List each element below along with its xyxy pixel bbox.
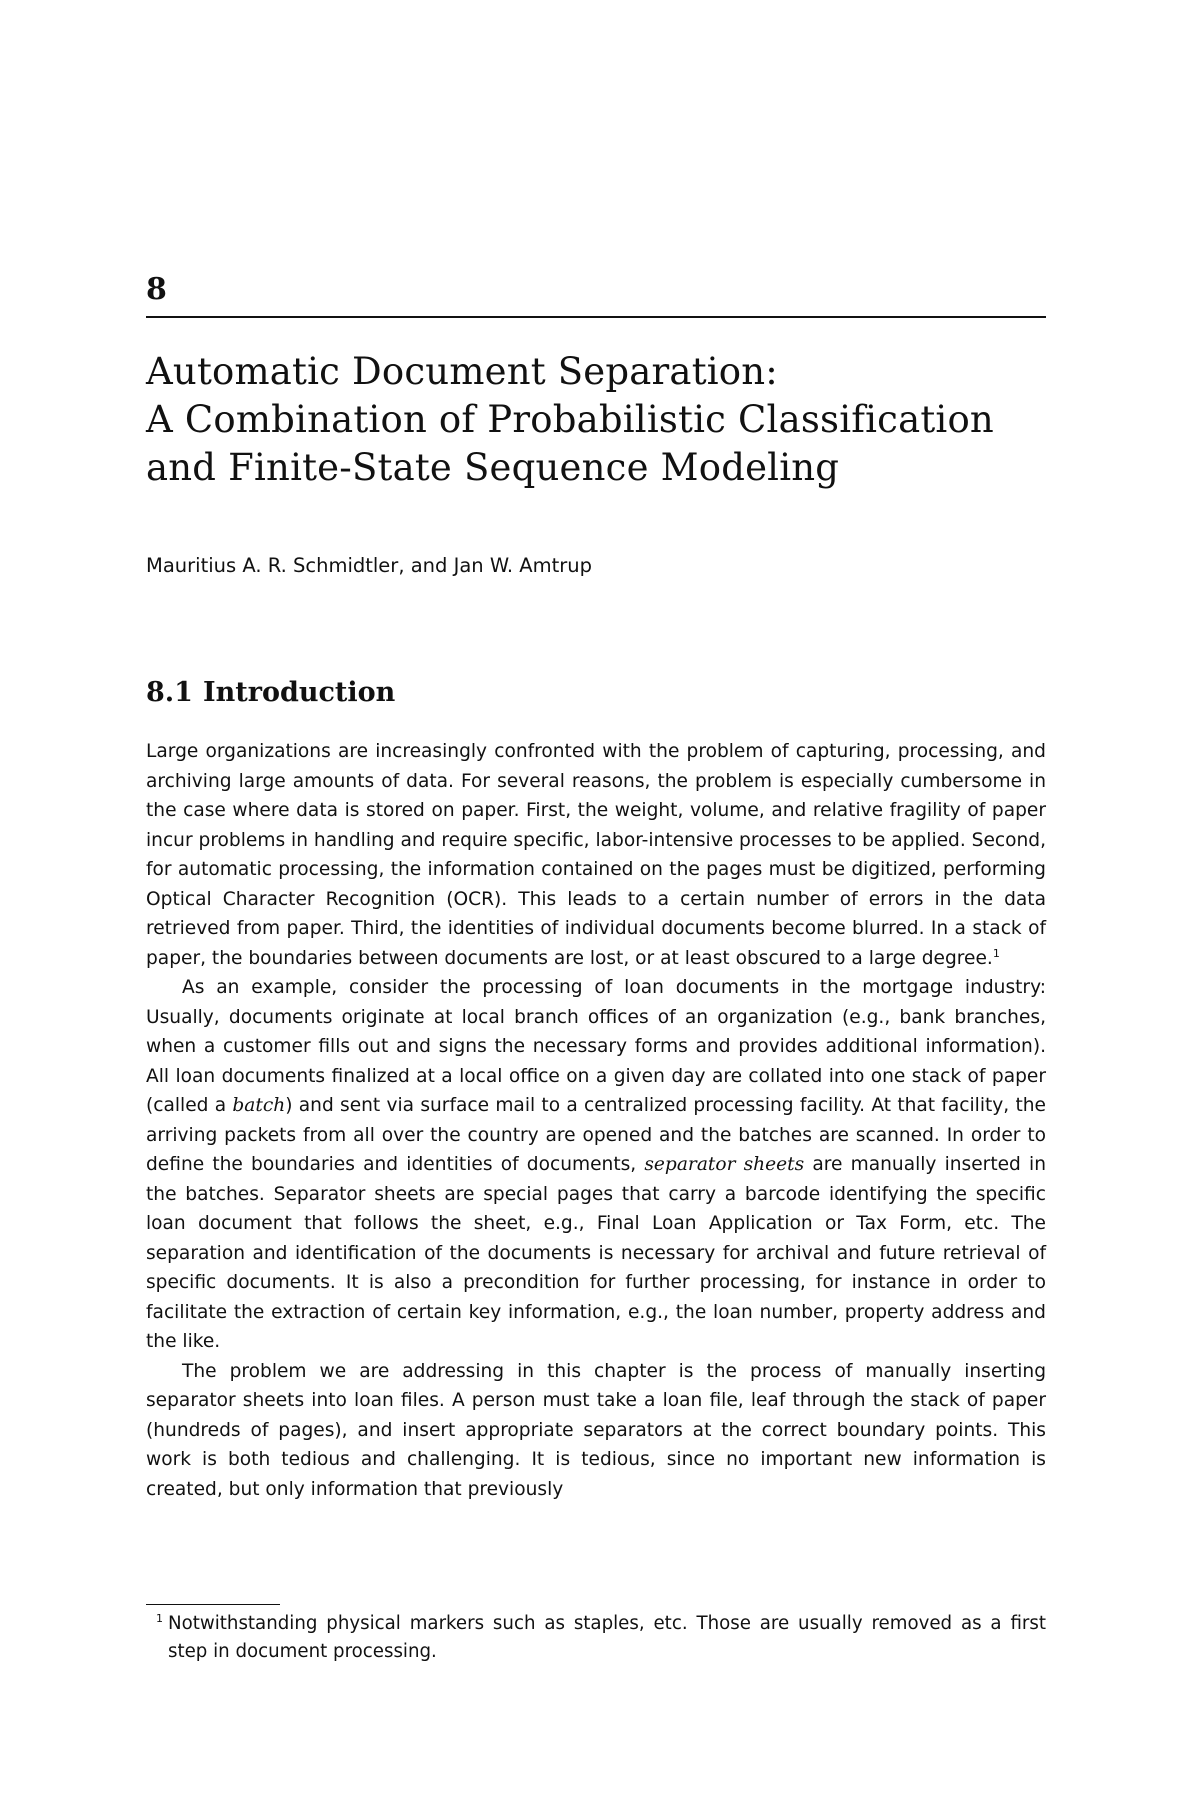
book-page	[146, 0, 1046, 1811]
term-separator-sheets: separator sheets	[644, 1154, 805, 1175]
footnote-mark: 1	[156, 1612, 163, 1625]
chapter-rule	[146, 316, 1046, 318]
paragraph-2-text-a: As an example, consider the processing of loan documents in the mortgage industry: Usually, documents originate at local branch offices of an organization (e.g., bank branches, when a customer fills out and signs the necessary forms and provides additional information). All loan documents finalized at a local office on a given day are collated into one stack of paper (called a	[146, 977, 1046, 1116]
chapter-title	[146, 348, 1046, 492]
paragraph-2-text-b: ) and sent via surface mail to a centralized processing facility. At that facility, the arriving packets from all over the country are opened and the batches are scanned. In order to define the boundaries and identities of documents,	[146, 1095, 1046, 1175]
chapter-title-line-3: and Finite-State Sequence Modeling	[146, 446, 840, 489]
section-title: Introduction	[202, 677, 396, 708]
paragraph-2	[146, 973, 1046, 1357]
paragraph-1-text: Large organizations are increasingly confronted with the problem of capturing, processing, and archiving large amounts of data. For several reasons, the problem is especially cumbersome in the case where data is stored on paper. First, the weight, volume, and relative fragility of paper incur problems in handling and require specific, labor-intensive processes to be applied. Second, for automatic processing, the information contained on the pages must be digitized, performing Optical Character Recognition (OCR). This leads to a certain number of errors in the data retrieved from paper. Third, the identities of individual documents become blurred. In a stack of paper, the boundaries between documents are lost, or at least obscured to a large degree.	[146, 741, 1047, 969]
term-batch: batch	[232, 1095, 286, 1116]
chapter-number: 8	[146, 272, 167, 307]
section-heading	[146, 676, 395, 710]
paragraph-3	[146, 1357, 1046, 1505]
footnote-text: Notwithstanding physical markers such as staples, etc. Those are usually removed as a first step in document processing.	[168, 1613, 1046, 1662]
chapter-authors: Mauritius A. R. Schmidtler, and Jan W. Amtrup	[146, 554, 593, 577]
footnote-reference[interactable]: 1	[992, 946, 1000, 960]
footnote	[146, 1610, 1046, 1666]
paragraph-1	[146, 737, 1046, 973]
paragraph-3-text: The problem we are addressing in this chapter is the process of manually inserting separator sheets into loan files. A person must take a loan file, leaf through the stack of paper (hundreds of pages), and insert appropriate separators at the correct boundary points. This work is both tedious and challenging. It is tedious, since no important new information is created, but only information that previously	[146, 1360, 1046, 1500]
chapter-title-line-1: Automatic Document Separation:	[146, 350, 778, 393]
footnote-rule	[146, 1604, 280, 1605]
chapter-title-line-2: A Combination of Probabilistic Classification	[146, 398, 994, 441]
body-text	[146, 737, 1046, 1504]
paragraph-2-text-c: are manually inserted in the batches. Separator sheets are special pages that carry a barcode identifying the specific loan document that follows the sheet, e.g., Final Loan Application or Tax Form, etc. The separation and identification of the documents is necessary for archival and future retrieval of specific documents. It is also a precondition for further processing, for instance in order to facilitate the extraction of certain key information, e.g., the loan number, property address and the like.	[146, 1154, 1046, 1352]
section-number: 8.1	[146, 677, 193, 708]
